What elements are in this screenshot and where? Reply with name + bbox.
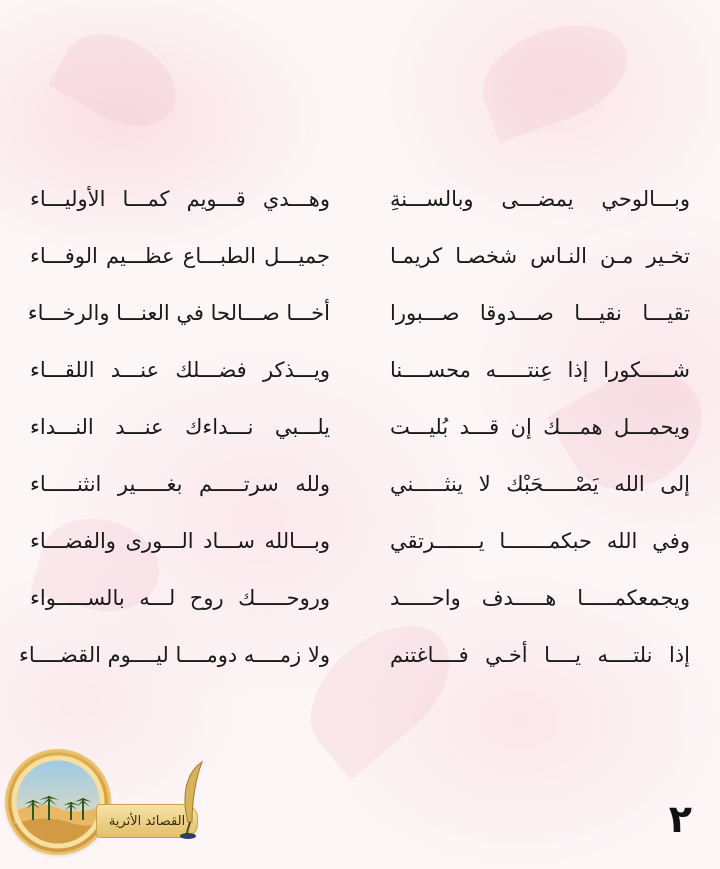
poem-line [30, 398, 690, 455]
poem-line [30, 341, 690, 398]
poem-hemistich-right: تخـير مـن النـاس شخصـا كريمـا [390, 243, 690, 268]
poem-hemistich-right: إلى الله يَصْـــــحَبْك لا ينثـــــني [390, 471, 690, 496]
background-petal [48, 15, 192, 144]
page-number: ٢ [668, 797, 692, 841]
poem-hemistich-left: ويـــذكر فضـــلك عنـــد اللقـــاء [30, 357, 330, 382]
poem-line [30, 569, 690, 626]
poem-hemistich-right: شـــــكورا إذا عِنتـــــه محســــنا [390, 357, 690, 382]
quill-icon [176, 760, 210, 840]
poem-line [30, 170, 690, 227]
poem-hemistich-right: إذا نلتــــه يــــا أخـي فــــاغتنم [390, 642, 690, 667]
oasis-medallion-icon [8, 752, 108, 852]
poem-hemistich-left: ولله سرتـــــم بغـــــير انثنـــــاء [30, 471, 330, 496]
poem-line [30, 512, 690, 569]
poem-line [27, 284, 690, 341]
poem-hemistich-left: وهـــدي قـــويم كمـــا الأوليـــاء [30, 186, 330, 211]
poem-line [19, 626, 690, 683]
poem-hemistich-left: أخـــا صـــالحا في العنـــا والرخـــاء [27, 300, 330, 325]
logo [8, 752, 208, 852]
poem-hemistich-right: وفي الله حبكمـــــــا يـــــــرتقي [390, 528, 690, 553]
poem [19, 170, 690, 683]
poem-hemistich-right: وبـــالوحي يمضـــى وبالســـنةِ [390, 186, 690, 211]
poem-hemistich-right: تقيـــا نقيـــا صـــدوقا صـــبورا [390, 300, 690, 325]
poem-hemistich-left: وبـــالله ســـاد الـــورى والفضـــاء [30, 528, 330, 553]
poem-hemistich-left: يلـــبي نـــداءك عنـــد النـــداء [30, 414, 330, 439]
poem-line [30, 227, 690, 284]
background-petal [469, 7, 641, 143]
poem-hemistich-left: ولا زمــــه دومــــا ليــــوم القضــــاء [19, 642, 330, 667]
poem-hemistich-left: جميـــل الطبـــاع عظـــيم الوفـــاء [30, 243, 330, 268]
poem-hemistich-right: ويحمـــل همـــك إن قـــد بُليـــت [390, 414, 690, 439]
poem-hemistich-left: وروحـــــك روح لـــه بالســـــواء [30, 585, 330, 610]
logo-banner: القصائد الأثرية [96, 804, 198, 838]
poem-line [30, 455, 690, 512]
poem-hemistich-right: ويجمعكمـــــا هـــــدف واحـــــد [390, 585, 690, 610]
